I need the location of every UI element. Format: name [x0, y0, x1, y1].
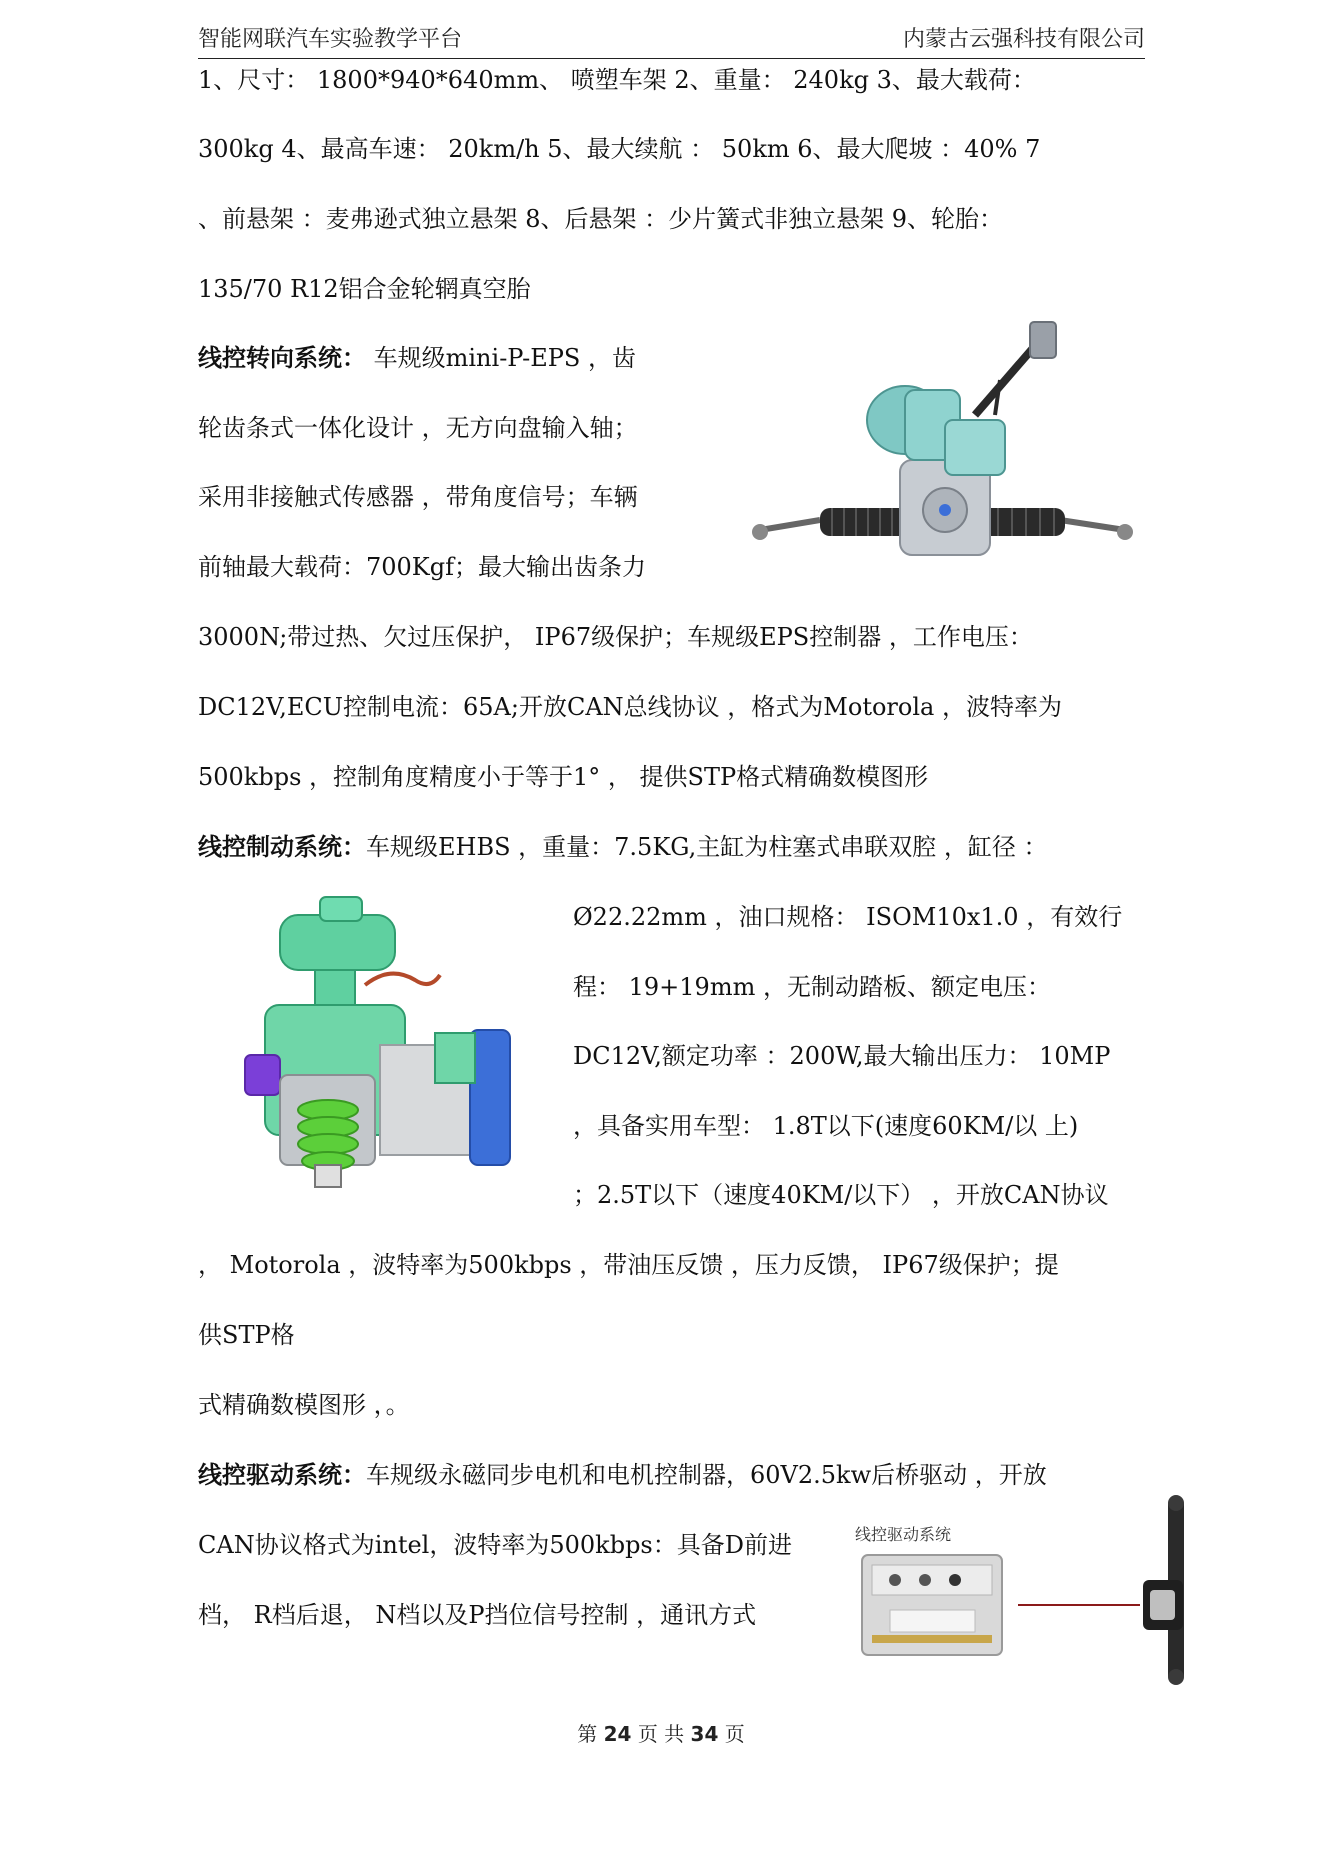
ehbs-brake-image [240, 895, 540, 1195]
steering-line-6: DC12V,ECU控制电流：65A;开放CAN总线协议 ，格式为Motorola ，波特率为 [198, 693, 1062, 721]
drive-image-caption: 线控驱动系统 [855, 1525, 952, 1544]
steering-line-3: 采用非接触式传感器 ，带角度信号；车辆 [198, 483, 638, 511]
steering-line-2: 轮齿条式一体化设计 ，无方向盘输入轴； [198, 414, 638, 442]
eps-steering-image [740, 320, 1140, 560]
steering-text-1: 车规级mini-P-EPS ，齿 [366, 344, 636, 372]
header-rule [198, 58, 1145, 59]
header-company: 内蒙古云强科技有限公司 [902, 27, 1145, 52]
brake-text-1: 车规级EHBS ，重量：7.5KG,主缸为柱塞式串联双腔 ，缸径 ： [366, 833, 1048, 861]
brake-line-8: 供STP格 [198, 1321, 295, 1349]
brake-line-9: 式精确数模图形 ，。 [198, 1391, 410, 1419]
drive-system-image [850, 1495, 1220, 1685]
footer-mid: 页 共 [637, 1722, 685, 1746]
spec-line-1: 1、尺寸： 1800*940*640mm、 喷塑车架 2、重量： 240kg 3、最大载荷： [198, 66, 1036, 94]
brake-heading: 线控制动系统： [198, 833, 366, 861]
drive-text-1: 车规级永磁同步电机和电机控制器，60V2.5kw后桥驱动 ，开放 [366, 1461, 1047, 1489]
drive-line-2: CAN协议格式为intel，波特率为500kbps：具备D前进 [198, 1531, 792, 1559]
header-title: 智能网联汽车实验教学平台 [198, 27, 463, 52]
footer-prefix: 第 [577, 1722, 598, 1746]
steering-line-1 [198, 343, 636, 373]
brake-line-4: DC12V,额定功率 ：200W,最大输出压力： 10MP [573, 1042, 1111, 1070]
steering-line-7: 500kbps ，控制角度精度小于等于1° ， 提供STP格式精确数模图形 [198, 763, 929, 791]
drive-line-1 [198, 1460, 1047, 1490]
brake-line-6: ；2.5T以下（速度40KM/以下） ，开放CAN协议 [573, 1181, 1109, 1209]
page-footer [0, 1718, 1322, 1747]
footer-suffix: 页 [724, 1722, 745, 1746]
brake-line-5: ，具备实用车型： 1.8T以下(速度60KM/以 上) [573, 1112, 1079, 1140]
brake-line-7: ， Motorola ，波特率为500kbps ，带油压反馈 ，压力反馈， IP67级保护；提 [198, 1251, 1059, 1279]
steering-heading: 线控转向系统： [198, 344, 366, 372]
steering-line-4: 前轴最大载荷：700Kgf；最大输出齿条力 [198, 553, 646, 581]
brake-line-3: 程： 19+19mm ，无制动踏板、额定电压： [573, 973, 1051, 1001]
drive-heading: 线控驱动系统： [198, 1461, 366, 1489]
brake-line-1 [198, 832, 1047, 862]
footer-page-number: 24 [603, 1722, 632, 1746]
drive-line-3: 档， R档后退， N档以及P挡位信号控制 ，通讯方式 [198, 1601, 757, 1629]
steering-line-5: 3000N;带过热、欠过压保护， IP67级保护；车规级EPS控制器 ，工作电压： [198, 623, 1033, 651]
spec-line-3: 、前悬架 ：麦弗逊式独立悬架 8、后悬架 ：少片簧式非独立悬架 9、轮胎： [198, 205, 1004, 233]
spec-line-4: 135/70 R12铝合金轮辋真空胎 [198, 275, 531, 303]
footer-total-pages: 34 [690, 1722, 719, 1746]
brake-line-2: Ø22.22mm ，油口规格： ISOM10x1.0 ，有效行 [573, 903, 1123, 931]
spec-line-2: 300kg 4、最高车速： 20km/h 5、最大续航 ： 50km 6、最大爬坡 ：40% 7 [198, 135, 1041, 163]
